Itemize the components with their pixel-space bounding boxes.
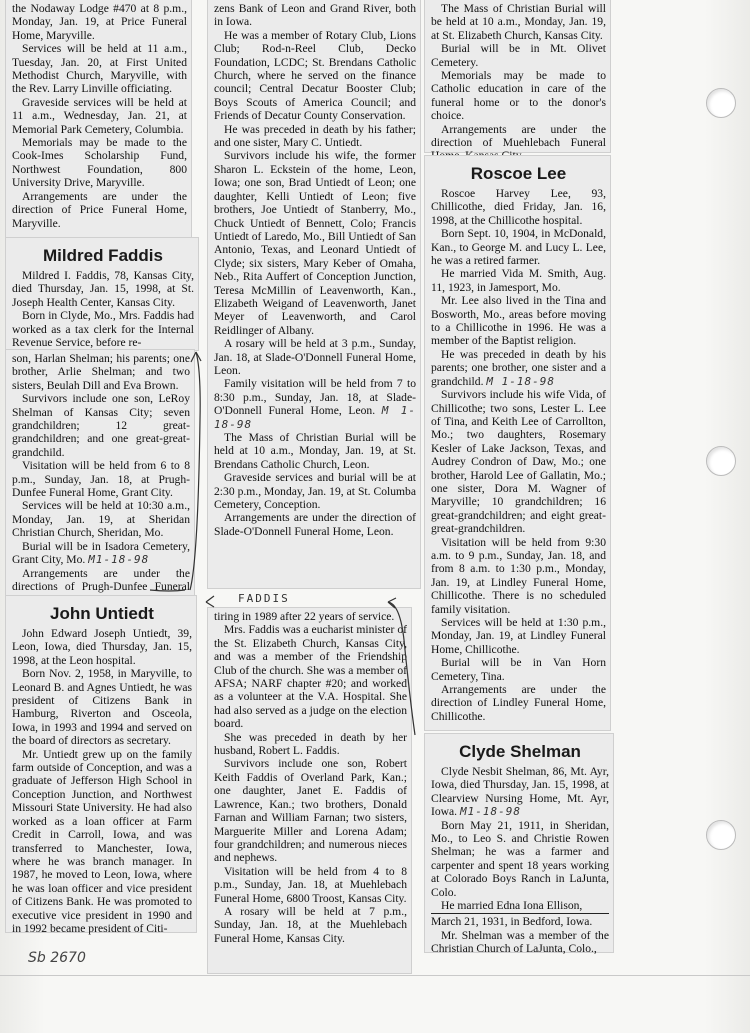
paragraph: Graveside services and burial will be at 2:30 p.m., Monday, Jan. 19, at St. Columba Cemetery, Conception. [214, 471, 416, 512]
paragraph: Burial will be in Isadora Cemetery, Grant City, Mo. M1-18-98 [12, 539, 190, 567]
paragraph: Born May 21, 1911, in Sheridan, Mo., to Leo S. and Christie Rowen Shelman; he was a farmer and carpenter and spent 18 years working at Colorado Boys Ranch in LaJunta, Colo. [431, 818, 609, 899]
page-edge [0, 975, 750, 976]
paragraph: Survivors include his wife Vida, of Chillicothe; two sons, Lester L. Lee of Tina, and Keith Lee of Carrollton, Mo.; two daughters, Rosemary Kesler of Lake Jackson, Texas, and Audrey Condron of Daw, Mo.; one brother, Harold Lee of Gallatin, Mo.; one sister, Dora M. Wagner of Maryville; 10 grandchildren; 16 great-grandchildren; and eight great-great-grandchildren. [431, 388, 606, 536]
paragraph: Arrangements are under the direction of Price Funeral Home, Maryville. [12, 189, 187, 230]
paragraph: Survivors include his wife, the former Sharon L. Eckstein of the home, Leon, Iowa; one son, Brad Untiedt of Leon; one daughter, Kelli Untiedt of Leon; five brothers, Joe Untiedt of Stanberry, Mo., Chuck Untiedt of Bennett, Colo; Francis Untiedt of Laredo, Mo., Bill Untiedt of San Antonio, Texas, and Leonard Untiedt of Clyde; six sisters, Mary Keber of Omaha, Neb., Rita Auffert of Conception Junction, Teresa McMillin of Leavenworth, Kan., Elizabeth Weigand of Leavenworth, Janet Meyer of Leavenworth, and Carol Reidlinger of Albany. [214, 149, 416, 337]
paragraph: zens Bank of Leon and Grand River, both in Iowa. [214, 2, 416, 29]
paragraph: son, Harlan Shelman; his parents; one brother, Arlie Shelman; and two sisters, Beulah Dill and Eva Brown. [12, 352, 190, 392]
paragraph: Mr. Lee also lived in the Tina and Bosworth, Mo., areas before moving to a Chillicothe in 1996. He was a member of the Baptist religion. [431, 294, 606, 348]
paragraph: Mildred I. Faddis, 78, Kansas City, died Thursday, Jan. 15, 1998, at St. Joseph Health Center, Kansas City. [12, 269, 194, 309]
punch-hole [706, 88, 736, 118]
handwritten-date: M 1-18-98 [214, 404, 416, 431]
paragraph: Born Sept. 10, 1904, in McDonald, Kan., to George M. and Lucy L. Lee, he was a retired farmer. [431, 227, 606, 268]
paragraph: Clyde Nesbit Shelman, 86, Mt. Ayr, Iowa, died Thursday, Jan. 15, 1998, at Clearview Nursing Home, Mt. Ayr, Iowa. M1-18-98 [431, 765, 609, 819]
paragraph: Services will be held at 11 a.m., Tuesday, Jan. 20, at First United Methodist Church, Maryville, with the Rev. Larry Linville officiating. [12, 42, 187, 96]
paragraph: Born Nov. 2, 1958, in Maryville, to Leonard B. and Agnes Untiedt, he was president of Citizens Bank in Hamburg, Riverton and Osceola, Iowa, in 1993 and 1994 and served on the board of directors as secretary. [12, 667, 192, 748]
paragraph: Visitation will be held from 6 to 8 p.m., Sunday, Jan. 18, at Prugh-Dunfee Funeral Home, Grant City. [12, 459, 190, 500]
paragraph: March 21, 1931, in Bedford, Iowa. [431, 915, 593, 929]
paragraph: Mr. Untiedt grew up on the family farm outside of Conception, and was a graduate of Jefferson High School in Conception Junction, and Northwest Missouri State University. He had also worked as a loan officer at Farm Credit in Carroll, Iowa, and was transferred to Manchester, Iowa, where he was branch manager. In 1987, he moved to Leon, Iowa, where he was loan officer and vice president of Citizens Bank. He was promoted to executive vice president in 1990 and in 1992 became president of Citi- [12, 747, 192, 935]
paragraph: Born in Clyde, Mo., Mrs. Faddis had worked as a tax clerk for the Internal Revenue Service, before re- [12, 309, 194, 350]
paragraph: Burial will be in Mt. Olivet Cemetery. [431, 42, 606, 69]
handwritten-date: M1-18-98 [459, 805, 521, 819]
paragraph: Survivors include one son, LeRoy Shelman of Kansas City; seven grandchildren; 12 great-grandchildren; and one great-great-grandchild. [12, 392, 190, 459]
paragraph: He was preceded in death by his parents; one brother, one sister and a grandchild. M 1-18-98 [431, 347, 606, 388]
paragraph: Family visitation will be held from 7 to 8:30 p.m., Sunday, Jan. 18, at Slade-O'Donnell Funeral Home, Leon. M 1-18-98 [214, 377, 416, 431]
paragraph: the Nodaway Lodge #470 at 8 p.m., Monday, Jan. 19, at Price Funeral Home, Maryville. [12, 2, 187, 42]
paragraph: Burial will be in Van Horn Cemetery, Tina. [431, 656, 606, 683]
paragraph: John Edward Joseph Untiedt, 39, Leon, Iowa, died Thursday, Jan. 15, 1998, at the Leon hospital. [12, 627, 192, 667]
paragraph: A rosary will be held at 3 p.m., Sunday, Jan. 18, at Slade-O'Donnell Funeral Home, Leon. [214, 337, 416, 377]
paragraph: Arrangements are under the directions of Prugh-Dunfee Funeral [12, 567, 190, 621]
paragraph: The Mass of Christian Burial will be held at 10 a.m., Monday, Jan. 19, at St. Brendans Catholic Church, Leon. [214, 431, 416, 471]
paragraph: A rosary will be held at 7 p.m., Sunday, Jan. 18, at the Muehlebach Funeral Home, Kansas City. [214, 904, 407, 945]
paragraph: He married Vida M. Smith, Aug. 11, 1923, in Jamesport, Mo. [431, 267, 606, 294]
paragraph: He was preceded in death by his father; and one sister, Mary C. Untiedt. [214, 122, 416, 150]
paragraph: Survivors include one son, Robert Keith Faddis of Overland Park, Kan.; one daughter, Janet E. Faddis of Lawrence, Kan.; two brothers, Donald Farnan and William Farnan; two sisters, Marguerite Miller and Lorena Adam; four grandchildren; and numerous nieces and nephews. [214, 757, 407, 865]
paragraph: She was preceded in death by her husband, Robert L. Faddis. [214, 730, 407, 758]
paragraph: Mrs. Faddis was a eucharist minister of the St. Elizabeth Church, Kansas City, and was a member of the Friendship Club of the church. She was a member of AFSA; NARF chapter #20; and worked as a volunteer at the V.A. Hospital. She had also served as a judge on the election board. [214, 623, 407, 731]
obituary-heading: Clyde Shelman [459, 742, 581, 761]
paragraph: Memorials may be made to Catholic education in care of the funeral home or to the donor's choice. [431, 69, 606, 123]
paragraph: Arrangements are under the direction of Lindley Funeral Home, Chillicothe. [431, 683, 606, 723]
paragraph: Graveside services will be held at 11 a.m., Wednesday, Jan. 21, at Memorial Park Cemetery, Columbia. [12, 95, 187, 136]
paragraph: Mr. Shelman was a member of the Christian Church of LaJunta, Colo., [431, 928, 609, 956]
paragraph: Roscoe Harvey Lee, 93, Chillicothe, died Friday, Jan. 16, 1998, at the Chillicothe hospital. [431, 187, 606, 227]
punch-hole [706, 820, 736, 850]
handwritten-date: M 1-18-98 [486, 374, 555, 388]
paragraph: The Mass of Christian Burial will be held at 10 a.m., Monday, Jan. 19, at St. Elizabeth Church, Kansas City. [431, 2, 606, 42]
paragraph: Arrangements are under the direction of Slade-O'Donnell Funeral Home, Leon. [214, 511, 416, 538]
paragraph: Visitation will be held from 9:30 a.m. to 9 p.m., Sunday, Jan. 18, and from 8 a.m. to 1:30 p.m., Monday, Jan. 19, at Lindley Funeral Home, Chillicothe. There is no scheduled family visitation. [431, 535, 606, 616]
obituary-heading: Roscoe Lee [470, 164, 567, 183]
obituary-heading: John Untiedt [50, 604, 154, 623]
scan-label: Sb 2670 [28, 950, 86, 966]
punch-hole [706, 446, 736, 476]
paragraph: He was a member of Rotary Club, Lions Club; Rod-n-Reel Club, Decko Foundation, LCDC; St. Brendans Catholic Church, where he served on the finance council; Central Decatur Booster Club; Boys Scouts of America Council; and Friends of Decatur County Conservation. [214, 28, 416, 123]
obituary-heading: Mildred Faddis [43, 246, 163, 265]
handwritten-label: FADDIS [238, 592, 290, 605]
paragraph: Arrangements are under the direction of Muehlebach Funeral [431, 122, 606, 150]
paragraph: tiring in 1989 after 22 years of service. [214, 610, 395, 623]
handwritten-date: M1-18-98 [88, 553, 150, 567]
paragraph: Services will be held at 1:30 p.m., Monday, Jan. 19, at Lindley Funeral Home, Chillicothe. [431, 616, 606, 656]
paragraph: He married Edna Iona Ellison, [441, 899, 583, 913]
paragraph: Memorials may be made to the Cook-Imes Scholarship Fund, Northwest Foundation, 800 University Drive, Maryville. [12, 136, 187, 190]
paragraph: Visitation will be held from 4 to 8 p.m., Sunday, Jan. 18, at Muehlebach Funeral Home, 6800 Troost, Kansas City. [214, 864, 407, 905]
paragraph: Services will be held at 10:30 a.m., Monday, Jan. 19, at Sheridan Christian Church, Sheridan, Mo. [12, 499, 190, 540]
